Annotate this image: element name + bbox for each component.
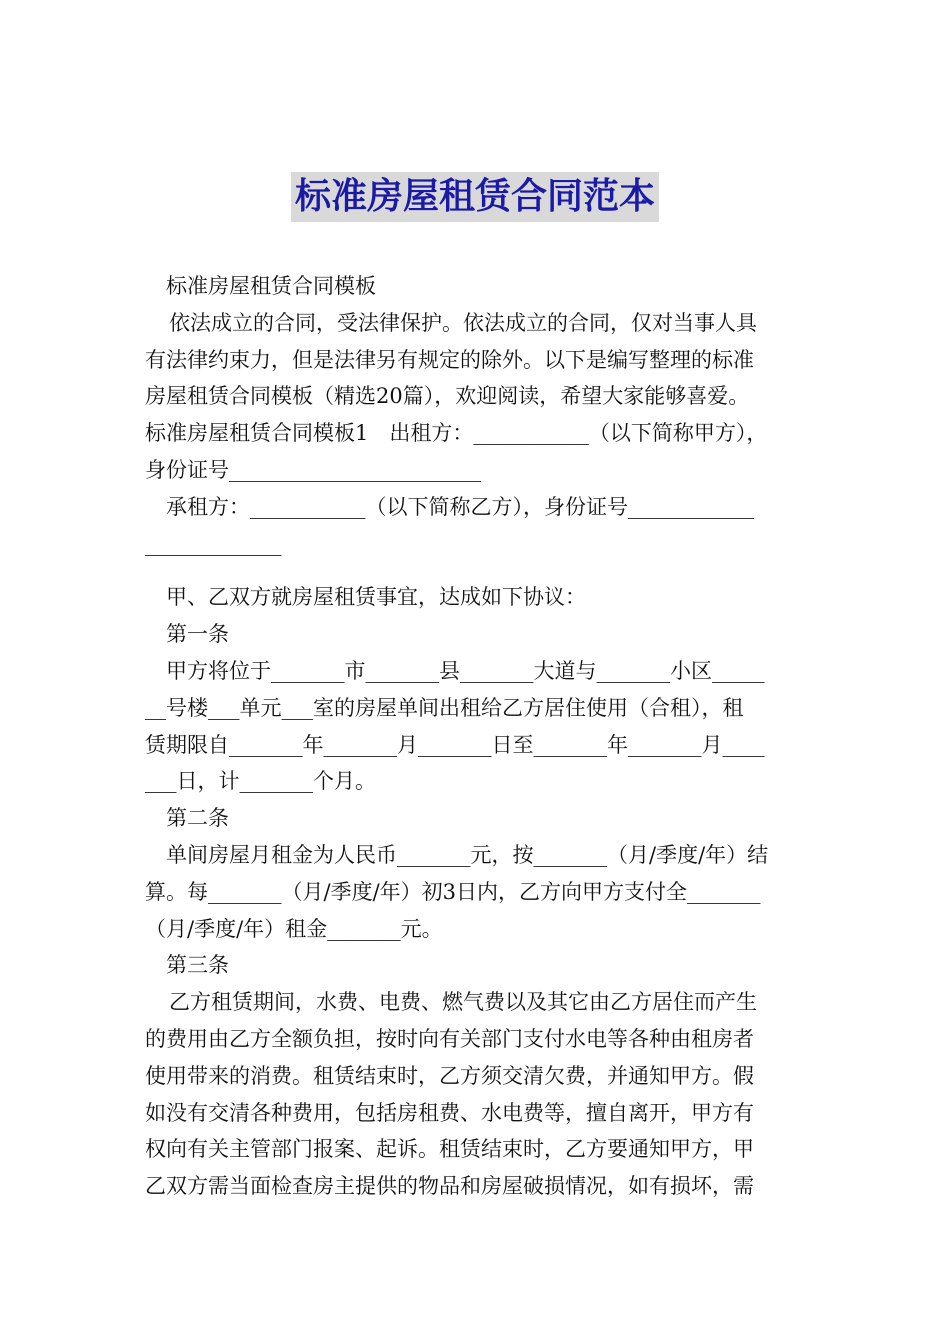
paragraph-line: 算。每_______（月/季度/年）初3日内，乙方向甲方支付全_______ <box>145 879 761 904</box>
spacer <box>145 562 810 579</box>
paragraph-line: 标准房屋租赁合同模板1 出租方：___________（以下简称甲方）， <box>145 421 768 446</box>
paragraph-line: 权向有关主管部门报案、起诉。租赁结束时，乙方要通知甲方，甲 <box>145 1137 754 1162</box>
paragraph-line: （月/季度/年）租金_______元。 <box>145 916 443 941</box>
paragraph-line: 使用带来的消费。租赁结束时，乙方须交清欠费，并通知甲方。假 <box>145 1063 754 1088</box>
paragraph-line: 的费用由乙方全额负担，按时向有关部门支付水电等各种由租房者 <box>145 1026 754 1051</box>
paragraph-line: 乙双方需当面检查房主提供的物品和房屋破损情况，如有损坏，需 <box>145 1174 754 1199</box>
paragraph-line: 依法成立的合同，受法律保护。依法成立的合同，仅对当事人具 <box>169 310 757 335</box>
paragraph-line: 承租方：___________（以下简称乙方），身份证号____________ <box>166 494 754 519</box>
paragraph-line: 赁期限自_______年_______月_______日至_______年_______月____ <box>145 732 765 757</box>
paragraph-line: _____________ <box>145 531 282 556</box>
paragraph-line: 有法律约束力，但是法律另有规定的除外。以下是编写整理的标准 <box>145 347 754 372</box>
paragraph-line: ___日，计_______个月。 <box>145 769 376 794</box>
paragraph-line: 甲、乙双方就房屋租赁事宜，达成如下协议： <box>166 585 586 610</box>
document-title: 标准房屋租赁合同范本 <box>291 172 659 222</box>
subtitle-line: 标准房屋租赁合同模板 <box>166 274 376 298</box>
paragraph-line: 单间房屋月租金为人民币_______元，按_______（月/季度/年）结 <box>166 842 769 867</box>
title-container <box>0 172 950 222</box>
section-heading: 第一条 <box>166 622 229 647</box>
paragraph-line: 身份证号________________________ <box>145 457 481 482</box>
paragraph-line: 乙方租赁期间，水费、电费、燃气费以及其它由乙方居住而产生 <box>169 990 757 1015</box>
paragraph-line: 甲方将位于_______市_______县_______大道与_______小区_____ <box>166 658 765 683</box>
section-heading: 第二条 <box>166 806 229 831</box>
section-heading: 第三条 <box>166 953 229 978</box>
paragraph-line: 房屋租赁合同模板（精选20篇），欢迎阅读，希望大家能够喜爱。 <box>145 384 750 409</box>
document-body <box>145 268 810 1205</box>
paragraph-line: 如没有交清各种费用，包括房租费、水电费等，擅自离开，甲方有 <box>145 1100 754 1125</box>
paragraph-line: __号楼___单元___室的房屋单间出租给乙方居住使用（合租），租 <box>145 695 744 720</box>
